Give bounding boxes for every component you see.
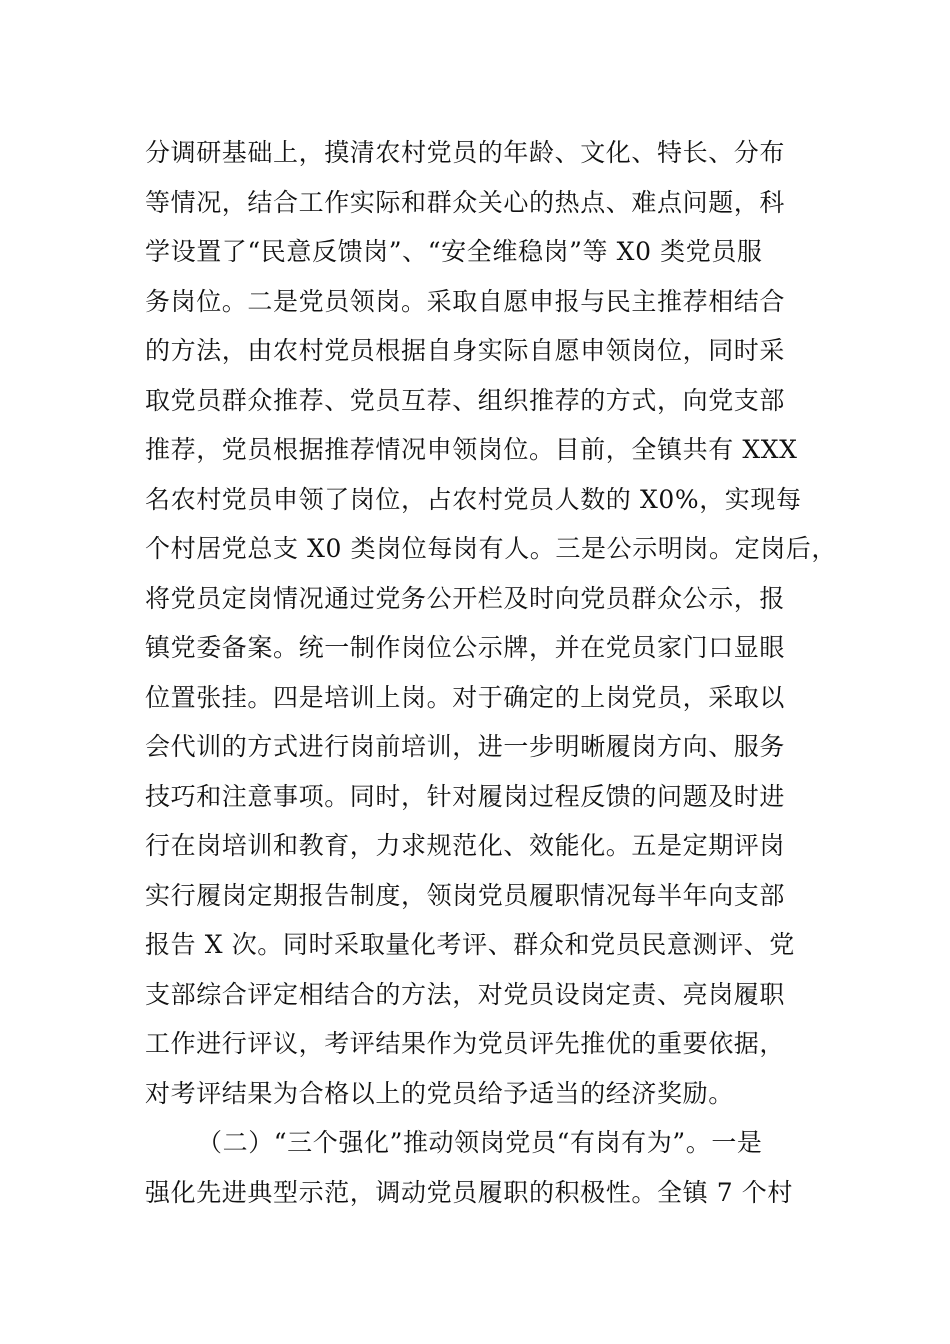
- text-line-19: 工作进行评议，考评结果作为党员评先推优的重要依据，: [145, 1029, 786, 1058]
- text-line-15: 行在岗培训和教育，力求规范化、效能化。五是定期评岗: [145, 831, 786, 860]
- text-line-5: 的方法，由农村党员根据自身实际自愿申领岗位，同时采: [145, 336, 786, 365]
- text-line-9: 个村居党总支 X0 类岗位每岗有人。三是公示明岗。定岗后，: [145, 534, 837, 563]
- text-line-3: 学设置了“民意反馈岗”、“安全维稳岗”等 X0 类党员服: [145, 237, 763, 266]
- text-line-13: 会代训的方式进行岗前培训，进一步明晰履岗方向、服务: [145, 732, 786, 761]
- text-line-12: 位置张挂。四是培训上岗。对于确定的上岗党员，采取以: [145, 682, 786, 712]
- text-line-21: （二）“三个强化”推动领岗党员“有岗有为”。一是: [197, 1128, 763, 1157]
- text-line-22: 强化先进典型示范，调动党员履职的积极性。全镇 7 个村: [145, 1177, 794, 1207]
- text-line-7: 推荐，党员根据推荐情况申领岗位。目前，全镇共有 XXX: [145, 435, 798, 464]
- text-line-18: 支部综合评定相结合的方法，对党员设岗定责、亮岗履职: [145, 979, 786, 1009]
- body-text: [145, 128, 837, 1217]
- text-line-2: 等情况，结合工作实际和群众关心的热点、难点问题，科: [145, 187, 786, 217]
- text-line-1: 分调研基础上，摸清农村党员的年龄、文化、特长、分布: [145, 138, 786, 167]
- text-line-20: 对考评结果为合格以上的党员给予适当的经济奖励。: [145, 1078, 734, 1108]
- text-line-16: 实行履岗定期报告制度，领岗党员履职情况每半年向支部: [145, 880, 786, 910]
- text-line-17: 报告 X 次。同时采取量化考评、群众和党员民意测评、党: [145, 930, 795, 959]
- text-line-6: 取党员群众推荐、党员互荐、组织推荐的方式，向党支部: [145, 385, 786, 415]
- text-line-10: 将党员定岗情况通过党务公开栏及时向党员群众公示，报: [145, 583, 786, 613]
- text-line-8: 名农村党员申领了岗位，占农村党员人数的 X0%，实现每: [145, 484, 802, 514]
- text-line-11: 镇党委备案。统一制作岗位公示牌，并在党员家门口显眼: [145, 633, 786, 662]
- text-line-14: 技巧和注意事项。同时，针对履岗过程反馈的问题及时进: [145, 781, 786, 811]
- text-line-4: 务岗位。二是党员领岗。采取自愿申报与民主推荐相结合: [145, 286, 786, 316]
